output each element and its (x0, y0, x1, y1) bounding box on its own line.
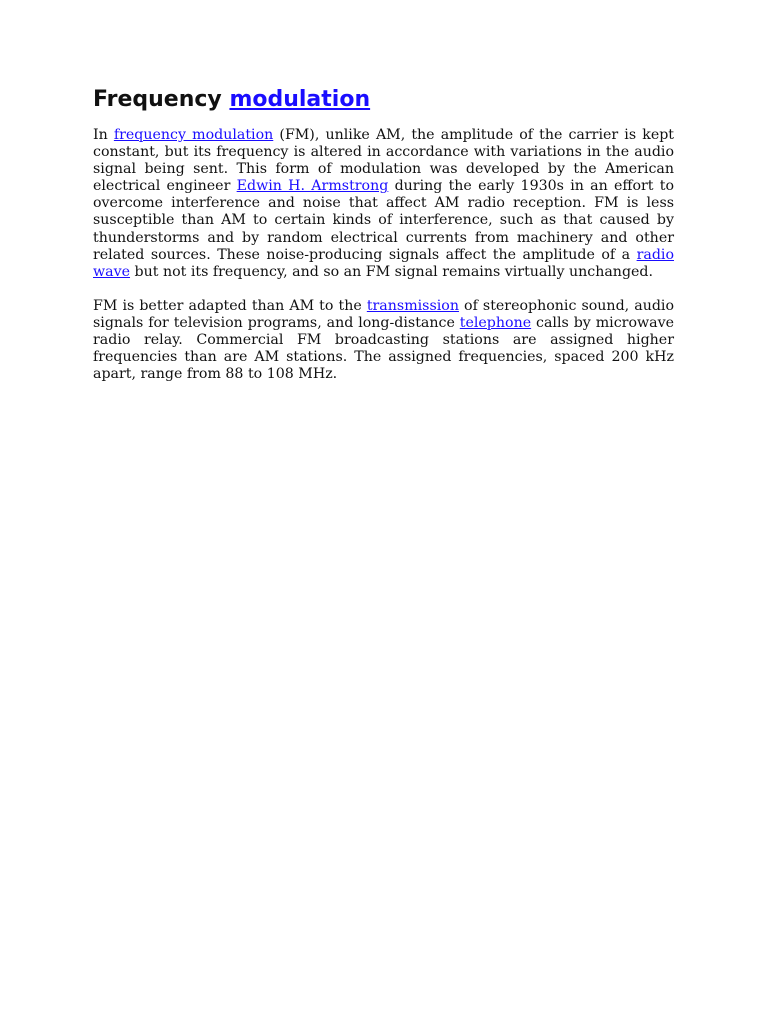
page-title (93, 84, 674, 116)
paragraph-1-text-1: In (93, 127, 114, 143)
paragraph-2-text-1: FM is better adapted than AM to the (93, 297, 367, 314)
title-link-modulation[interactable]: modulation (229, 87, 371, 112)
paragraph-1-text-4: but not its frequency, and so an FM signal remains virtually unchanged. (130, 263, 654, 280)
link-frequency-modulation[interactable]: frequency modulation (113, 127, 274, 143)
paragraph-1-text-3: during the early 1930s in an effort to overcome interference and noise that affect AM radio reception. FM is less susceptible than AM to certain kinds of interference, such as that caused by thunderstorms and by random electrical currents from machinery and other related sources. These noise-producing signals affect the amplitude of a (93, 178, 674, 263)
link-telephone[interactable]: telephone (459, 314, 532, 331)
paragraph-1-text-2: (FM), unlike AM, the amplitude of the carrier is kept constant, but its frequency is altered in accordance with variations in the audio signal being sent. This form of modulation was developed by the American electrical engineer (93, 127, 675, 195)
link-transmission[interactable]: transmission (366, 297, 459, 314)
document-page (93, 84, 674, 400)
link-radio-wave[interactable]: radio wave (93, 246, 674, 280)
paragraph-2 (93, 298, 674, 383)
link-edwin-armstrong[interactable]: Edwin H. Armstrong (236, 178, 389, 195)
title-text: Frequency (93, 87, 230, 112)
paragraph-2-text-2: of stereophonic sound, audio signals for television programs, and long-distance (93, 297, 674, 331)
paragraph-2-text-3: calls by microwave radio relay. Commercial FM broadcasting stations are assigned higher frequencies than are AM stations. The assigned frequencies, spaced 200 kHz apart, range from 88 to 108 MHz. (93, 314, 674, 383)
paragraph-1 (93, 127, 674, 281)
